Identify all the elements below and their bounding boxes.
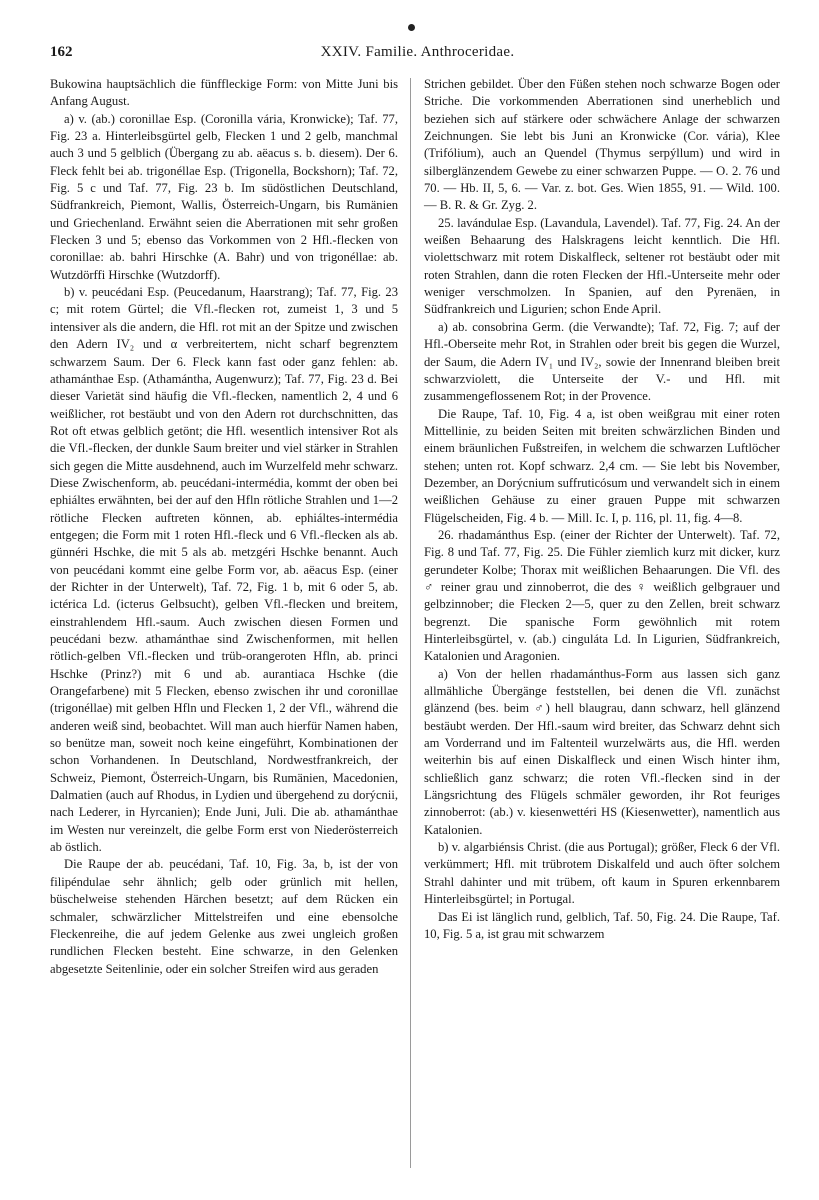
paragraph: 26. rhadamánthus Esp. (einer der Richter der Unterwelt). Taf. 72, Fig. 8 und Taf. 77, Fig. 25. Die Fühler ziemlich kurz mit dicker, kurz gerundeter Kolbe; Thorax mit weißlichen Behaarungen. Die Vfl. des ♂ reiner grau und zinnoberrot, die des ♀ weißlich gelbgrauer und gelbzinnober; die Flecken 2—5, quer zu den Zellen, breit schwarz begrenzt. Die spanische Form gewöhnlich mit rotem Hinterleibsgürtel, v. (ab.) cinguláta Ld. In Ligurien, Südfrankreich, Katalonien und Aragonien.	[424, 527, 780, 664]
paragraph: b) v. peucédani Esp. (Peucedanum, Haarstrang); Taf. 77, Fig. 23 c; mit rotem Gürtel; die Vfl.-flecken rot, zumeist 1, 3 und 5 intensiver als die andern, die Hfl. rot mit an der Spitze und zwischen den Adern IV₂ und α verbreitertem, nicht scharf begrenztem schwarzem Saum. Der 6. Fleck kann fast oder ganz fehlen: ab. athamánthae Esp. (Athamántha, Augenwurz); Taf. 77, Fig. 23 d. Bei dieser Varietät sind häufig die Vfl.-flecken, namentlich 2, 4 und 6 weißlicher, rot bestäubt und von den Adern rot durchschnitten, das Rot oft etwas gelblich getönt; die Hfl. wesentlich intensiver Rot als die Vfl.-flecken, der dunkle Saum breiter und viel stärker in Strahlen sich gegen die Mitte ausdehnend, auch im Wurzelfeld mehr schwarz. Diese Zwischenform, ab. peucédani-intermédia, kommt der oben bei ephiáltes erwähnten, bei der auf den Hfln rötliche Strahlen und 1—2 rötliche Flecken auftreten können, ab. ephiáltes-intermédia entgegen; die Form mit 1 roten Hfl.-fleck und 6 Vfl.-flecken als ab. günnéri Hschke, die mit 5 als ab. metzgéri Hschke benannt. Auch von peucédani kommt eine gelbe Form vor, ab. aëacus Esp. (einer der Richter in der Unterwelt), Taf. 72, Fig. 1 b, mit 6 oder 5, ab. ictérica Ld. (icterus Gelbsucht), gelben Vfl.-flecken und breitem, einstrahlendem Hfl.-saum. Auch zwischen diesen Formen und peucédani bezw. athamánthae sind Zwischenformen, mit hellen rötlich-gelben Vfl.-flecken und trüb-orangeroten Hfln, ab. princi Hschke (Prinz?) mit 6 und ab. aurantiaca Hschke (die Orangefarbene) mit 5 Flecken, ebenso zwischen ihr und coronillae (trigonéllae) mit gelben Hfln und Flecken 1, 2 der Vfl., während die anderen weiß sind, beobachtet. Will man auch hierfür Namen haben, so benütze man, soweit noch keine eingeführt, Kombinationen der schon Vorhandenen. In Deutschland, Nordwestfrankreich, der Schweiz, Piemont, Österreich-Ungarn, bis Rumänien, Macedonien, Dalmatien (auch auf Rhodus, in Lydien und übergehend zu dorýcnii, nach Lederer, in Hyrcanien); Ende Juni, Juli. Die ab. athamánthae im Westen nur vereinzelt, die gelbe Form erst von Niederösterreich ab östlich.	[50, 285, 398, 855]
paragraph: Die Raupe, Taf. 10, Fig. 4 a, ist oben weißgrau mit einer roten Mittellinie, zu beiden Seiten mit breiten schwärzlichen Binden und einem bräunlichen Fußstreifen, in welchem die schwarzen Luftlöcher stehen; unten rot. Kopf schwarz. 2,4 cm. — Sie lebt bis November, Dezember, an Dorýcnium suffruticósum und verwandelt sich in einem weißlichen Gehäuse zu einer grauen Puppe mit schwarzen Flügelscheiden, Fig. 4 b. — Mill. Ic. I, p. 116, pl. 11, fig. 4—8.	[424, 406, 780, 525]
running-header	[50, 44, 785, 66]
paragraph: 25. lavándulae Esp. (Lavandula, Lavendel). Taf. 77, Fig. 24. An der weißen Behaarung des Halskragens leicht kenntlich. Die Hfl. violettschwarz mit rotem Diskalfleck, seltener rot bestäubt oder mit roten Strahlen, dann die roten Flecken der Hfl.-Unterseite mehr oder weniger verschmolzen. In Spanien, auf den Pyrenäen, in Südfrankreich und Ligurien; schon Ende April.	[424, 215, 780, 317]
paragraph: Bukowina hauptsächlich die fünffleckige Form: von Mitte Juni bis Anfang August.	[50, 77, 398, 109]
paragraph: Das Ei ist länglich rund, gelblich, Taf. 50, Fig. 24. Die Raupe, Taf. 10, Fig. 5 a, ist grau mit schwarzem	[424, 909, 780, 941]
left-column	[50, 76, 398, 978]
paragraph: a) ab. consobrina Germ. (die Verwandte); Taf. 72, Fig. 7; auf der Hfl.-Oberseite mehr Rot, in Strahlen oder breit bis gegen die Wurzel, der Saum, die Adern IV₁ und IV₂, sowie der Innenrand bleiben breit schwarzviolett, die Unterseite der V.- und Hfl. mit zusammengeflossenem Rot; in der Provence.	[424, 319, 780, 404]
right-column	[424, 76, 780, 943]
page-number: 162	[50, 44, 73, 60]
paragraph: Die Raupe der ab. peucédani, Taf. 10, Fig. 3a, b, ist der von filipéndulae sehr ähnlich; gelb oder grünlich mit hellen, büschelweise stehenden Härchen besetzt; auf dem Rücken ein schmaler, schwärzlicher Mittelstreifen und eine ebensolche Fleckenreihe, die auf jedem Gelenke aus zwei ungleich großen rundlichen Flecken besteht. Eine schwarze, in den Gelenken abgesetzte Seitenlinie, oder ein solcher Streifen wird aus geraden	[50, 857, 398, 976]
paragraph: a) v. (ab.) coronillae Esp. (Coronilla vária, Kronwicke); Taf. 77, Fig. 23 a. Hinterleibsgürtel gelb, Flecken 1 und 2 gelb, manchmal auch 3 und 5 gelblich (Übergang zu ab. aëacus s. b. diesem). Der 6. Fleck fehlt bei ab. trigonéllae Esp. (Trigonella, Bockshorn); Taf. 72, Fig. 5 c und Taf. 77, Fig. 23 b. Im südöstlichen Deutschland, Südfrankreich, Piemont, Wallis, Österreich-Ungarn, bis Rumänien und Griechenland. Erwähnt seien die Aberrationen mit sehr großen Flecken 3 und 5; ebenso das Vorkommen von 2 Hfl.-flecken von coronillae: ab. bahri Hirschke (A. Bahr) und von trigonéllae: ab. Wutzdörffi Hirschke (Wutzdorff).	[50, 111, 398, 282]
column-divider	[410, 78, 411, 1168]
paragraph: a) Von der hellen rhadamánthus-Form aus lassen sich ganz allmähliche Übergänge feststellen, bei denen die Vfl. zunächst glänzend (bes. beim ♂) hell blaugrau, dann schwarz, hell glänzend bestäubt werden. Der Hfl.-saum wird breiter, das Schwarz dehnt sich am Vorderrand und im Faltenteil wurzelwärts aus, die Hfl. werden weiterhin bis auf einen Diskalfleck und einen Wisch hinter ihm, schließlich ganz schwarz; die roten Vfl.-flecken sind in der Längsrichtung des Flügels schmäler geworden, ihr Rot feuriges zinnoberrot: (ab.) v. kiesenwettéri HS (Kiesenwetter), namentlich aus Katalonien.	[424, 666, 780, 837]
paragraph: b) v. algarbiénsis Christ. (die aus Portugal); größer, Fleck 6 der Vfl. verkümmert; Hfl. mit trübrotem Diskalfeld und auch öfter solchem Strahl dahinter und mit trübem, oft kaum in Spuren erkennbarem Hinterleibsgürtel; in Portugal.	[424, 840, 780, 907]
header-title: XXIV. Familie. Anthroceridae.	[320, 44, 515, 60]
paragraph: Strichen gebildet. Über den Füßen stehen noch schwarze Bogen oder Striche. Die vorkommenden Aberrationen sind unerheblich und beziehen sich auf stärkere oder schwächere Anlage der schwarzen Zeichnungen. Sie lebt bis Juni an Kronwicke (Cor. vária), Klee (Trifólium), auch an Quendel (Thymus serpýllum) und wird in silberglänzendem Gewebe zu einer schwarzen Puppe. — O. 2. 76 und 70. — Hb. II, 5, 6. — Var. z. bot. Ges. Wien 1855, 91. — Wild. 100. — B. R. & Gr. Zyg. 2.	[424, 77, 780, 213]
page-speck	[408, 24, 415, 31]
